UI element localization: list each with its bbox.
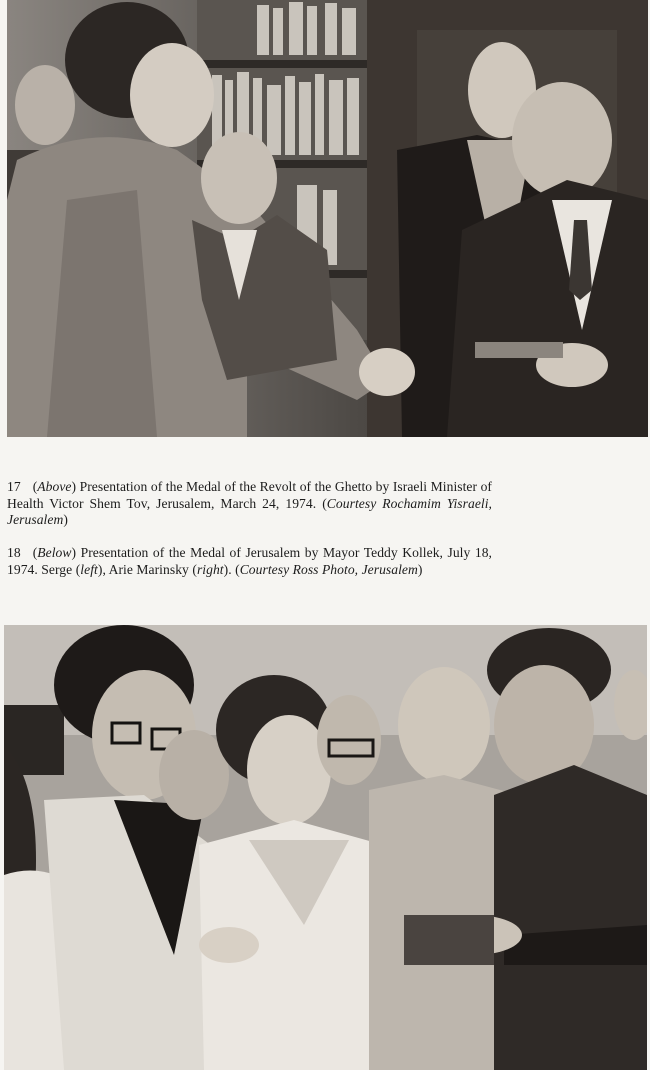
photo-bottom-image [4, 625, 647, 1070]
caption-number: 17 [7, 479, 21, 494]
caption-number: 18 [7, 545, 21, 560]
caption-credit-close: ) [63, 512, 68, 527]
caption-17: 17 (Above) Presentation of the Medal of the Revolt of the Ghetto by Israeli Minister of Health Victor Shem Tov, Jerusalem, March 24, 1974. (Courtesy Rochamim Yisraeli, Jerusalem) [7, 479, 493, 527]
caption-position: Below [37, 545, 72, 560]
caption-mid-text: , Arie Marinsky [102, 561, 189, 577]
caption-text: Presentation of the Medal of Jerusalem by Mayor Teddy Kollek, July 18, 1974. Serge [7, 545, 492, 577]
photo-top [7, 0, 648, 437]
caption-credit: Courtesy Ross Photo, Jerusalem [239, 561, 418, 577]
caption-credit: Courtesy Rochamim Yisraeli, Jerusalem [7, 495, 493, 527]
caption-18: 18 (Below) Presentation of the Medal of Jerusalem by Mayor Teddy Kollek, July 18, 1974. Serge (left), Arie Marinsky (right). (Courtesy Ross Photo, Jerusalem) [7, 545, 492, 577]
caption-credit-close: ) [417, 561, 423, 577]
caption-left-word: left [80, 561, 98, 577]
caption-right-word: right [196, 561, 224, 577]
caption-position: Above [37, 479, 72, 494]
caption-credit-open: ( [322, 495, 327, 511]
photo-bottom [4, 625, 647, 1070]
caption-credit-open: . ( [228, 561, 240, 577]
photo-top-image [7, 0, 648, 437]
caption-text: Presentation of the Medal of the Revolt of the Ghetto by Israeli Minister of Health Victor Shem Tov, Jerusalem, March 24, 1974. [7, 479, 493, 511]
